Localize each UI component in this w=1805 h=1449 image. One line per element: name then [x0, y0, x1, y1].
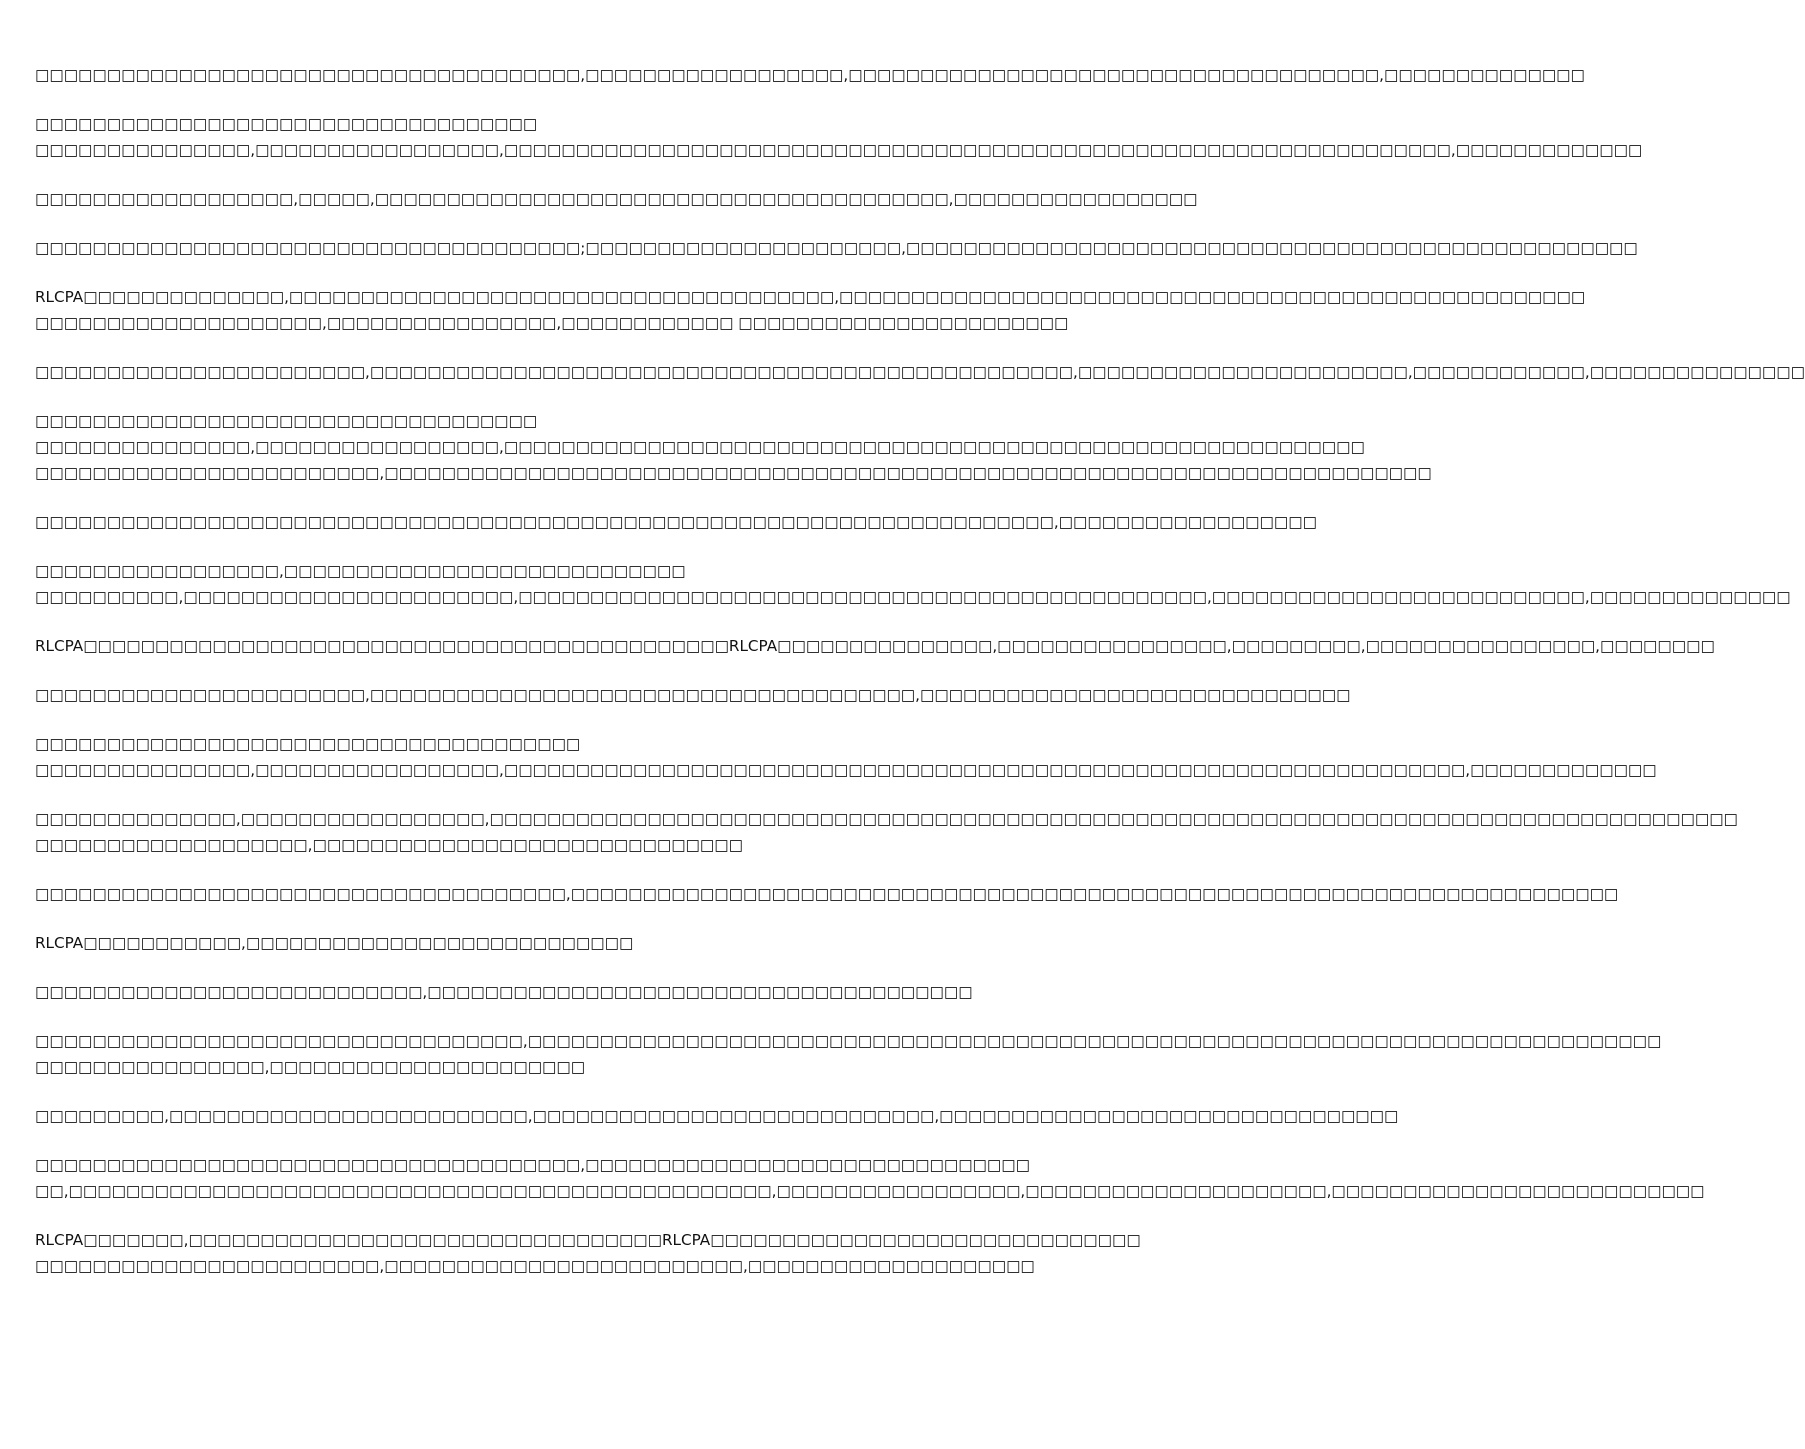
text-line: □□□□□□□□□□□□□□□□□□□□,□□□□□□□□□□□□□□□□,□□□□□□□□□□□□ □□□□□□□□□□□□□□□□□□□□□□□ [35, 314, 1069, 332]
text-line: □□□□□□□□□□□□□□□□□□□□□□□□□□□□□□□□□□□□□□ [35, 735, 581, 753]
paragraph [35, 509, 1317, 535]
paragraph [35, 731, 1657, 783]
document-body [35, 62, 1805, 1302]
text-line: □□□□□□□□□,□□□□□□□□□□□□□□□□□□□□□□□□□,□□□□□□□□□□□□□□□□□□□□□□□□□□□□,□□□□□□□□□□□□□□□□□□□□□□□□□□□□□□□□ [35, 1107, 1399, 1125]
text-line: □□□□□□□□□□□□□□□□□□□□□□□□,□□□□□□□□□□□□□□□□□□□□□□□□□,□□□□□□□□□□□□□□□□□□□□ [35, 1257, 1035, 1275]
paragraph [35, 1028, 1662, 1080]
paragraph [35, 806, 1738, 858]
text-line: □□□□□□□□□□□□□□□□□□□□□□□□□□□□□□□□□□□□□□□□□□□□□□□□□□□□□□□□□□□□□□□□□□□□□□□,□□□□□□□□□□□□□□□□□□ [35, 513, 1317, 531]
paragraph [35, 1227, 1141, 1279]
paragraph [35, 284, 1586, 336]
text-line: RLCPA□□□□□□□□□□□,□□□□□□□□□□□□□□□□□□□□□□□□□□□ [35, 934, 634, 952]
text-line: RLCPA□□□□□□□,□□□□□□□□□□□□□□□□□□□□□□□□□□□□□□□□□RLCPA□□□□□□□□□□□□□□□□□□□□□□□□□□□□□□ [35, 1231, 1141, 1249]
text-line: □□□□□□□□□□□□□□□□□□□□□□□,□□□□□□□□□□□□□□□□□□□□□□□□□□□□□□□□□□□□□□□□□□□□□□□□□,□□□□□□□□□□□□□□□□□□□□□□□,□□□□□□□□□□□□,□□□□□□□□□□□□□□□ [35, 363, 1805, 381]
paragraph [35, 558, 1791, 610]
text-line: □□,□□□□□□□□□□□□□□□□□□□□□□□□□□□□□□□□□□□□□□□□□□□□□□□□□,□□□□□□□□□□□□□□□□□,□□□□□□□□□□□□□□□□□□□□□,□□□□□□□□□□□□□□□□□□□□□□□□□□ [35, 1182, 1705, 1200]
paragraph [35, 111, 1643, 163]
text-line: □□□□□□□□□□□□□□□,□□□□□□□□□□□□□□□□□,□□□□□□□□□□□□□□□□□□□□□□□□□□□□□□□□□□□□□□□□□□□□□□□□□□□□□□□□□□□□ [35, 438, 1365, 456]
text-line: □□□□□□□□□□□□□□□□,□□□□□□□□□□□□□□□□□□□□□□ [35, 1058, 586, 1076]
text-line: □□□□□□□□□□□□□□□,□□□□□□□□□□□□□□□□□,□□□□□□□□□□□□□□□□□□□□□□□□□□□□□□□□□□□□□□□□□□□□□□□□□□□□□□□□□□□□□□□□□□□,□□□□□□□□□□□□□ [35, 761, 1657, 779]
paragraph [35, 408, 1432, 486]
text-line: □□□□□□□□□□□□□□□□□□□□□□□□□□□,□□□□□□□□□□□□□□□□□□□□□□□□□□□□□□□□□□□□□□ [35, 983, 973, 1001]
text-line: □□□□□□□□□□□□□□□□□□□□□□□□□□□□□□□□□□,□□□□□□□□□□□□□□□□□□□□□□□□□□□□□□□□□□□□□□□□□□□□□□□□□□□□□□□□□□□□□□□□□□□□□□□□□□□□□□□ [35, 1032, 1662, 1050]
text-line: □□□□□□□□□□□□□□,□□□□□□□□□□□□□□□□□,□□□□□□□□□□□□□□□□□□□□□□□□□□□□□□□□□□□□□□□□□□□□□□□□□□□□□□□□□□□□□□□□□□□□□□□□□□□□□□□□□□□□□□□ [35, 810, 1738, 828]
text-line: □□□□□□□□□□□□□□□□□□□,□□□□□□□□□□□□□□□□□□□□□□□□□□□□□□ [35, 836, 743, 854]
paragraph [35, 1152, 1705, 1204]
text-line: □□□□□□□□□□□□□□□□□□□□□□□□□□□□□□□□□□□ [35, 412, 538, 430]
text-line: □□□□□□□□□□□□□□□□□□□□□□□□□□□□□□□□□□□□□□,□□□□□□□□□□□□□□□□□□,□□□□□□□□□□□□□□□□□□□□□□□□□□□□□□□□□□□□□,□□□□□□□□□□□□□□ [35, 66, 1585, 84]
text-line: □□□□□□□□□□□□□□□□□□□□□□□□,□□□□□□□□□□□□□□□□□□□□□□□□□□□□□□□□□□□□□□□□□□□□□□□□□□□□□□□□□□□□□□□□□□□□□□□□□ [35, 464, 1432, 482]
text-line: RLCPA□□□□□□□□□□□□□□,□□□□□□□□□□□□□□□□□□□□□□□□□□□□□□□□□□□□□□,□□□□□□□□□□□□□□□□□□□□□□□□□□□□□□□□□□□□□□□□□□□□□□□□□□□□ [35, 288, 1586, 306]
text-line: □□□□□□□□□□□□□□□,□□□□□□□□□□□□□□□□□,□□□□□□□□□□□□□□□□□□□□□□□□□□□□□□□□□□□□□□□□□□□□□□□□□□□□□□□□□□□□□□□□□□,□□□□□□□□□□□□□ [35, 141, 1643, 159]
paragraph [35, 186, 1198, 212]
text-line: □□□□□□□□□□□□□□□□□□□□□□□□□□□□□□□□□□□ [35, 115, 538, 133]
paragraph [35, 633, 1715, 659]
text-line: □□□□□□□□□□□□□□□□□□,□□□□□,□□□□□□□□□□□□□□□□□□□□□□□□□□□□□□□□□□□□□□□□,□□□□□□□□□□□□□□□□□ [35, 190, 1198, 208]
paragraph [35, 682, 1351, 708]
text-line: □□□□□□□□□□□□□□□□□□□□□□□,□□□□□□□□□□□□□□□□□□□□□□□□□□□□□□□□□□□□□□,□□□□□□□□□□□□□□□□□□□□□□□□□□□□□□ [35, 686, 1351, 704]
text-line: □□□□□□□□□□□□□□□□□□□□□□□□□□□□□□□□□□□□□,□□□□□□□□□□□□□□□□□□□□□□□□□□□□□□□□□□□□□□□□□□□□□□□□□□□□□□□□□□□□□□□□□□□□□□□□□ [35, 885, 1619, 903]
paragraph [35, 1103, 1399, 1129]
paragraph [35, 979, 990, 1005]
paragraph [35, 930, 990, 956]
paragraph [35, 881, 1619, 907]
text-line: □□□□□□□□□□,□□□□□□□□□□□□□□□□□□□□□□□,□□□□□□□□□□□□□□□□□□□□□□□□□□□□□□□□□□□□□□□□□□□□□□□□,□□□□□□□□□□□□□□□□□□□□□□□□□□,□□□□□□□□□□□□□□ [35, 588, 1791, 606]
paragraph [35, 235, 1638, 261]
paragraph [35, 62, 1585, 88]
text-line: RLCPA□□□□□□□□□□□□□□□□□□□□□□□□□□□□□□□□□□□□□□□□□□□□□RLCPA□□□□□□□□□□□□□□□,□□□□□□□□□□□□□□□□,□□□□□□□□□,□□□□□□□□□□□□□□□□,□□□□□□□□ [35, 637, 1715, 655]
text-line: □□□□□□□□□□□□□□□□□□□□□□□□□□□□□□□□□□□□□□,□□□□□□□□□□□□□□□□□□□□□□□□□□□□□□□ [35, 1156, 1030, 1174]
text-line: □□□□□□□□□□□□□□□□□,□□□□□□□□□□□□□□□□□□□□□□□□□□□□ [35, 562, 686, 580]
paragraph [35, 359, 1805, 385]
text-line: □□□□□□□□□□□□□□□□□□□□□□□□□□□□□□□□□□□□□□;□□□□□□□□□□□□□□□□□□□□□□,□□□□□□□□□□□□□□□□□□□□□□□□□□□□□□□□□□□□□□□□□□□□□□□□□□□ [35, 239, 1638, 257]
